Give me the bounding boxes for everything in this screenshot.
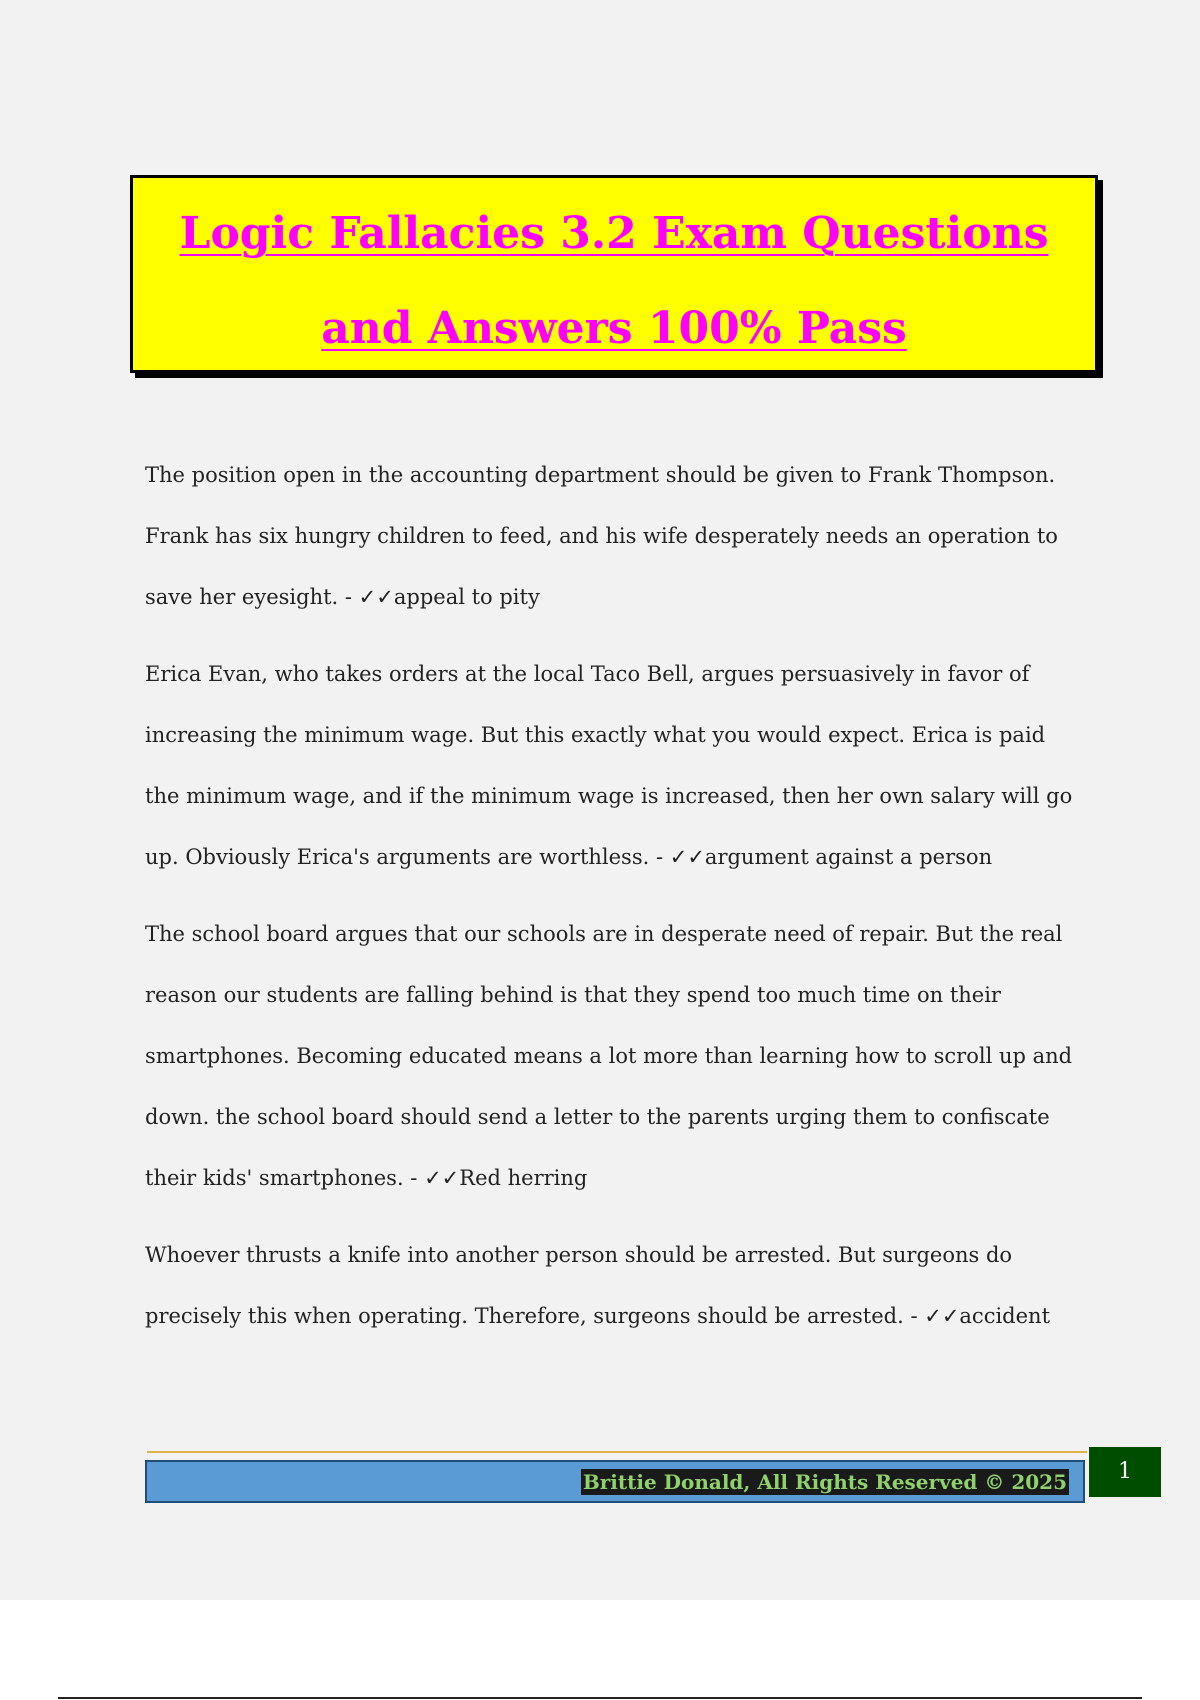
title-line-2: and Answers 100% Pass (321, 303, 907, 354)
qa-item-2: Erica Evan, who takes orders at the local Taco Bell, argues persuasively in favor of increasing the minimum wage. But this exactly what you would expect. Erica is paid the minimum wage, and if the minimum wage is increased, then her own salary will go up. Obviously Erica's arguments are worthless. - ✓✓argument against a person (145, 662, 1073, 869)
page-number: 1 (1089, 1447, 1161, 1497)
qa-list (145, 445, 1085, 1363)
next-page-divider (58, 1697, 1142, 1699)
copyright-notice: Brittie Donald, All Rights Reserved © 2025 (582, 1470, 1067, 1494)
footer-bar (145, 1460, 1085, 1503)
title-box (130, 175, 1098, 373)
title-line-1: Logic Fallacies 3.2 Exam Questions (179, 208, 1049, 259)
qa-item-1: The position open in the accounting department should be given to Frank Thompson. Frank has six hungry children to feed, and his wife desperately needs an operation to save her eyesight. - ✓✓appeal to pity (145, 463, 1058, 609)
footer-divider (147, 1451, 1087, 1453)
qa-item-3: The school board argues that our schools are in desperate need of repair. But the real reason our students are falling behind is that they spend too much time on their smartphones. Becoming educated means a lot more than learning how to scroll up and down. the school board should send a letter to the parents urging them to confiscate their kids' smartphones. - ✓✓Red herring (145, 922, 1073, 1190)
qa-item-4: Whoever thrusts a knife into another person should be arrested. But surgeons do precisely this when operating. Therefore, surgeons should be arrested. - ✓✓accident (145, 1243, 1051, 1328)
